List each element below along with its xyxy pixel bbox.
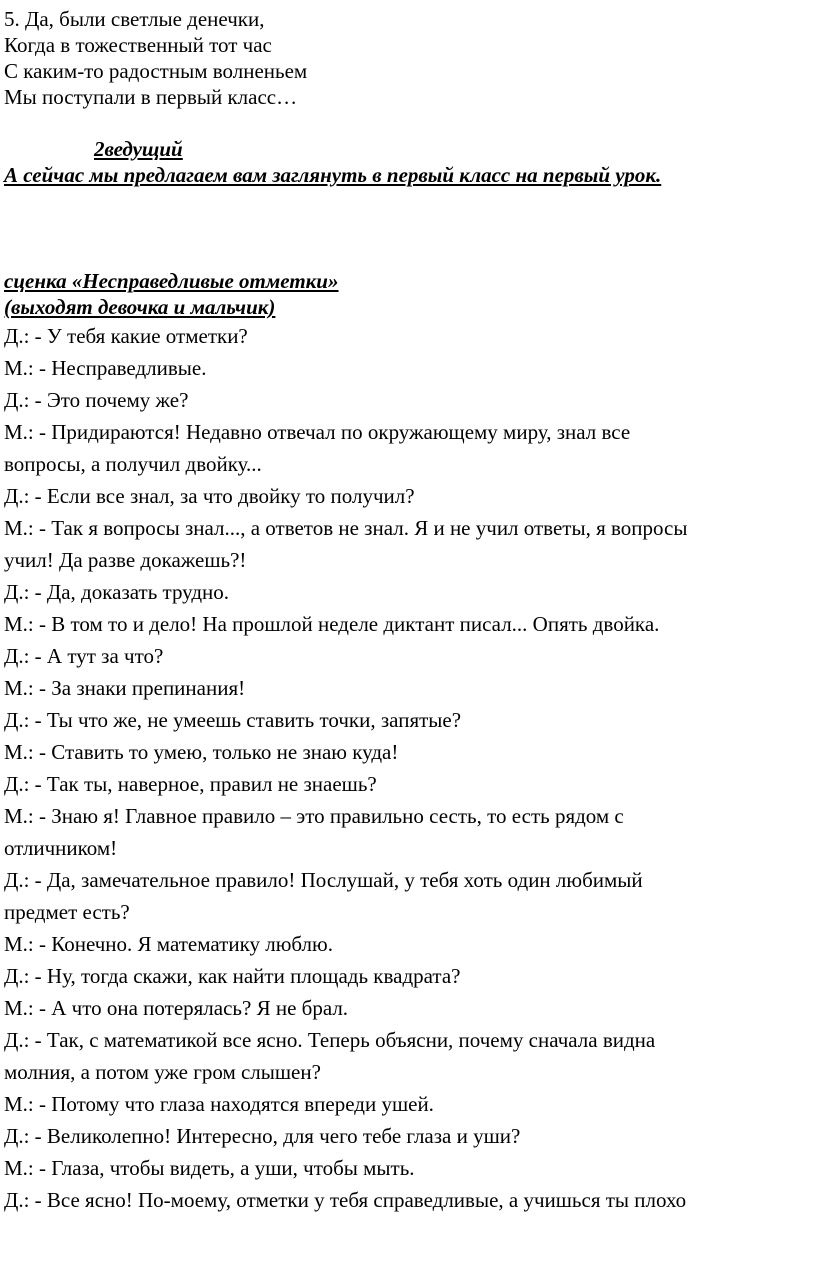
dialogue-line: М.: - Так я вопросы знал..., а ответов не знал. Я и не учил ответы, я вопросы — [4, 516, 688, 540]
dialogue-line: М.: - Ставить то умею, только не знаю куда! — [4, 740, 399, 764]
poem-line: Когда в тожественный тот час — [4, 33, 272, 57]
scene-title: сценка «Несправедливые отметки» — [4, 269, 339, 293]
dialogue-line: Д.: - Ты что же, не умеешь ставить точки, запятые? — [4, 708, 462, 732]
dialogue-line: Д.: - У тебя какие отметки? — [4, 324, 248, 348]
dialogue-line: учил! Да разве докажешь?! — [4, 548, 247, 572]
dialogue-line: отличником! — [4, 836, 118, 860]
stage-direction: (выходят девочка и мальчик) — [4, 295, 276, 319]
dialogue-line: М.: - За знаки препинания! — [4, 676, 246, 700]
poem-line: Мы поступали в первый класс… — [4, 85, 298, 109]
dialogue-line: Д.: - Да, доказать трудно. — [4, 580, 230, 604]
dialogue-line: М.: - В том то и дело! На прошлой неделе диктант писал... Опять двойка. — [4, 612, 660, 636]
host-announcement: А сейчас мы предлагаем вам заглянуть в первый класс на первый урок. — [4, 163, 662, 187]
dialogue-line: Д.: - Так ты, наверное, правил не знаешь? — [4, 772, 377, 796]
dialogue — [4, 320, 802, 1216]
spacer — [4, 110, 802, 136]
dialogue-line: Д.: - Если все знал, за что двойку то получил? — [4, 484, 415, 508]
dialogue-line: вопросы, а получил двойку... — [4, 452, 262, 476]
poem-line: 5. Да, были светлые денечки, — [4, 7, 265, 31]
dialogue-line: Д.: - Великолепно! Интересно, для чего тебе глаза и уши? — [4, 1124, 521, 1148]
dialogue-line: Д.: - Да, замечательное правило! Послушай, у тебя хоть один любимый — [4, 868, 643, 892]
dialogue-line: предмет есть? — [4, 900, 130, 924]
dialogue-line: М.: - Потому что глаза находятся впереди ушей. — [4, 1092, 434, 1116]
poem-stanza — [4, 6, 802, 110]
dialogue-line: М.: - А что она потерялась? Я не брал. — [4, 996, 349, 1020]
dialogue-line: М.: - Придираются! Недавно отвечал по окружающему миру, знал все — [4, 420, 631, 444]
dialogue-line: молния, а потом уже гром слышен? — [4, 1060, 321, 1084]
dialogue-line: Д.: - Все ясно! По-моему, отметки у тебя справедливые, а учишься ты плохо — [4, 1188, 687, 1212]
poem-line: С каким-то радостным волненьем — [4, 59, 308, 83]
spacer — [4, 188, 802, 268]
dialogue-line: Д.: - Это почему же? — [4, 388, 189, 412]
dialogue-line: Д.: - Ну, тогда скажи, как найти площадь квадрата? — [4, 964, 461, 988]
dialogue-line: М.: - Знаю я! Главное правило – это правильно сесть, то есть рядом с — [4, 804, 624, 828]
dialogue-line: Д.: - Так, с математикой все ясно. Теперь объясни, почему сначала видна — [4, 1028, 656, 1052]
dialogue-line: М.: - Несправедливые. — [4, 356, 207, 380]
dialogue-line: М.: - Конечно. Я математику люблю. — [4, 932, 333, 956]
dialogue-line: М.: - Глаза, чтобы видеть, а уши, чтобы мыть. — [4, 1156, 415, 1180]
dialogue-line: Д.: - А тут за что? — [4, 644, 164, 668]
host-label: 2ведущий — [94, 137, 183, 161]
